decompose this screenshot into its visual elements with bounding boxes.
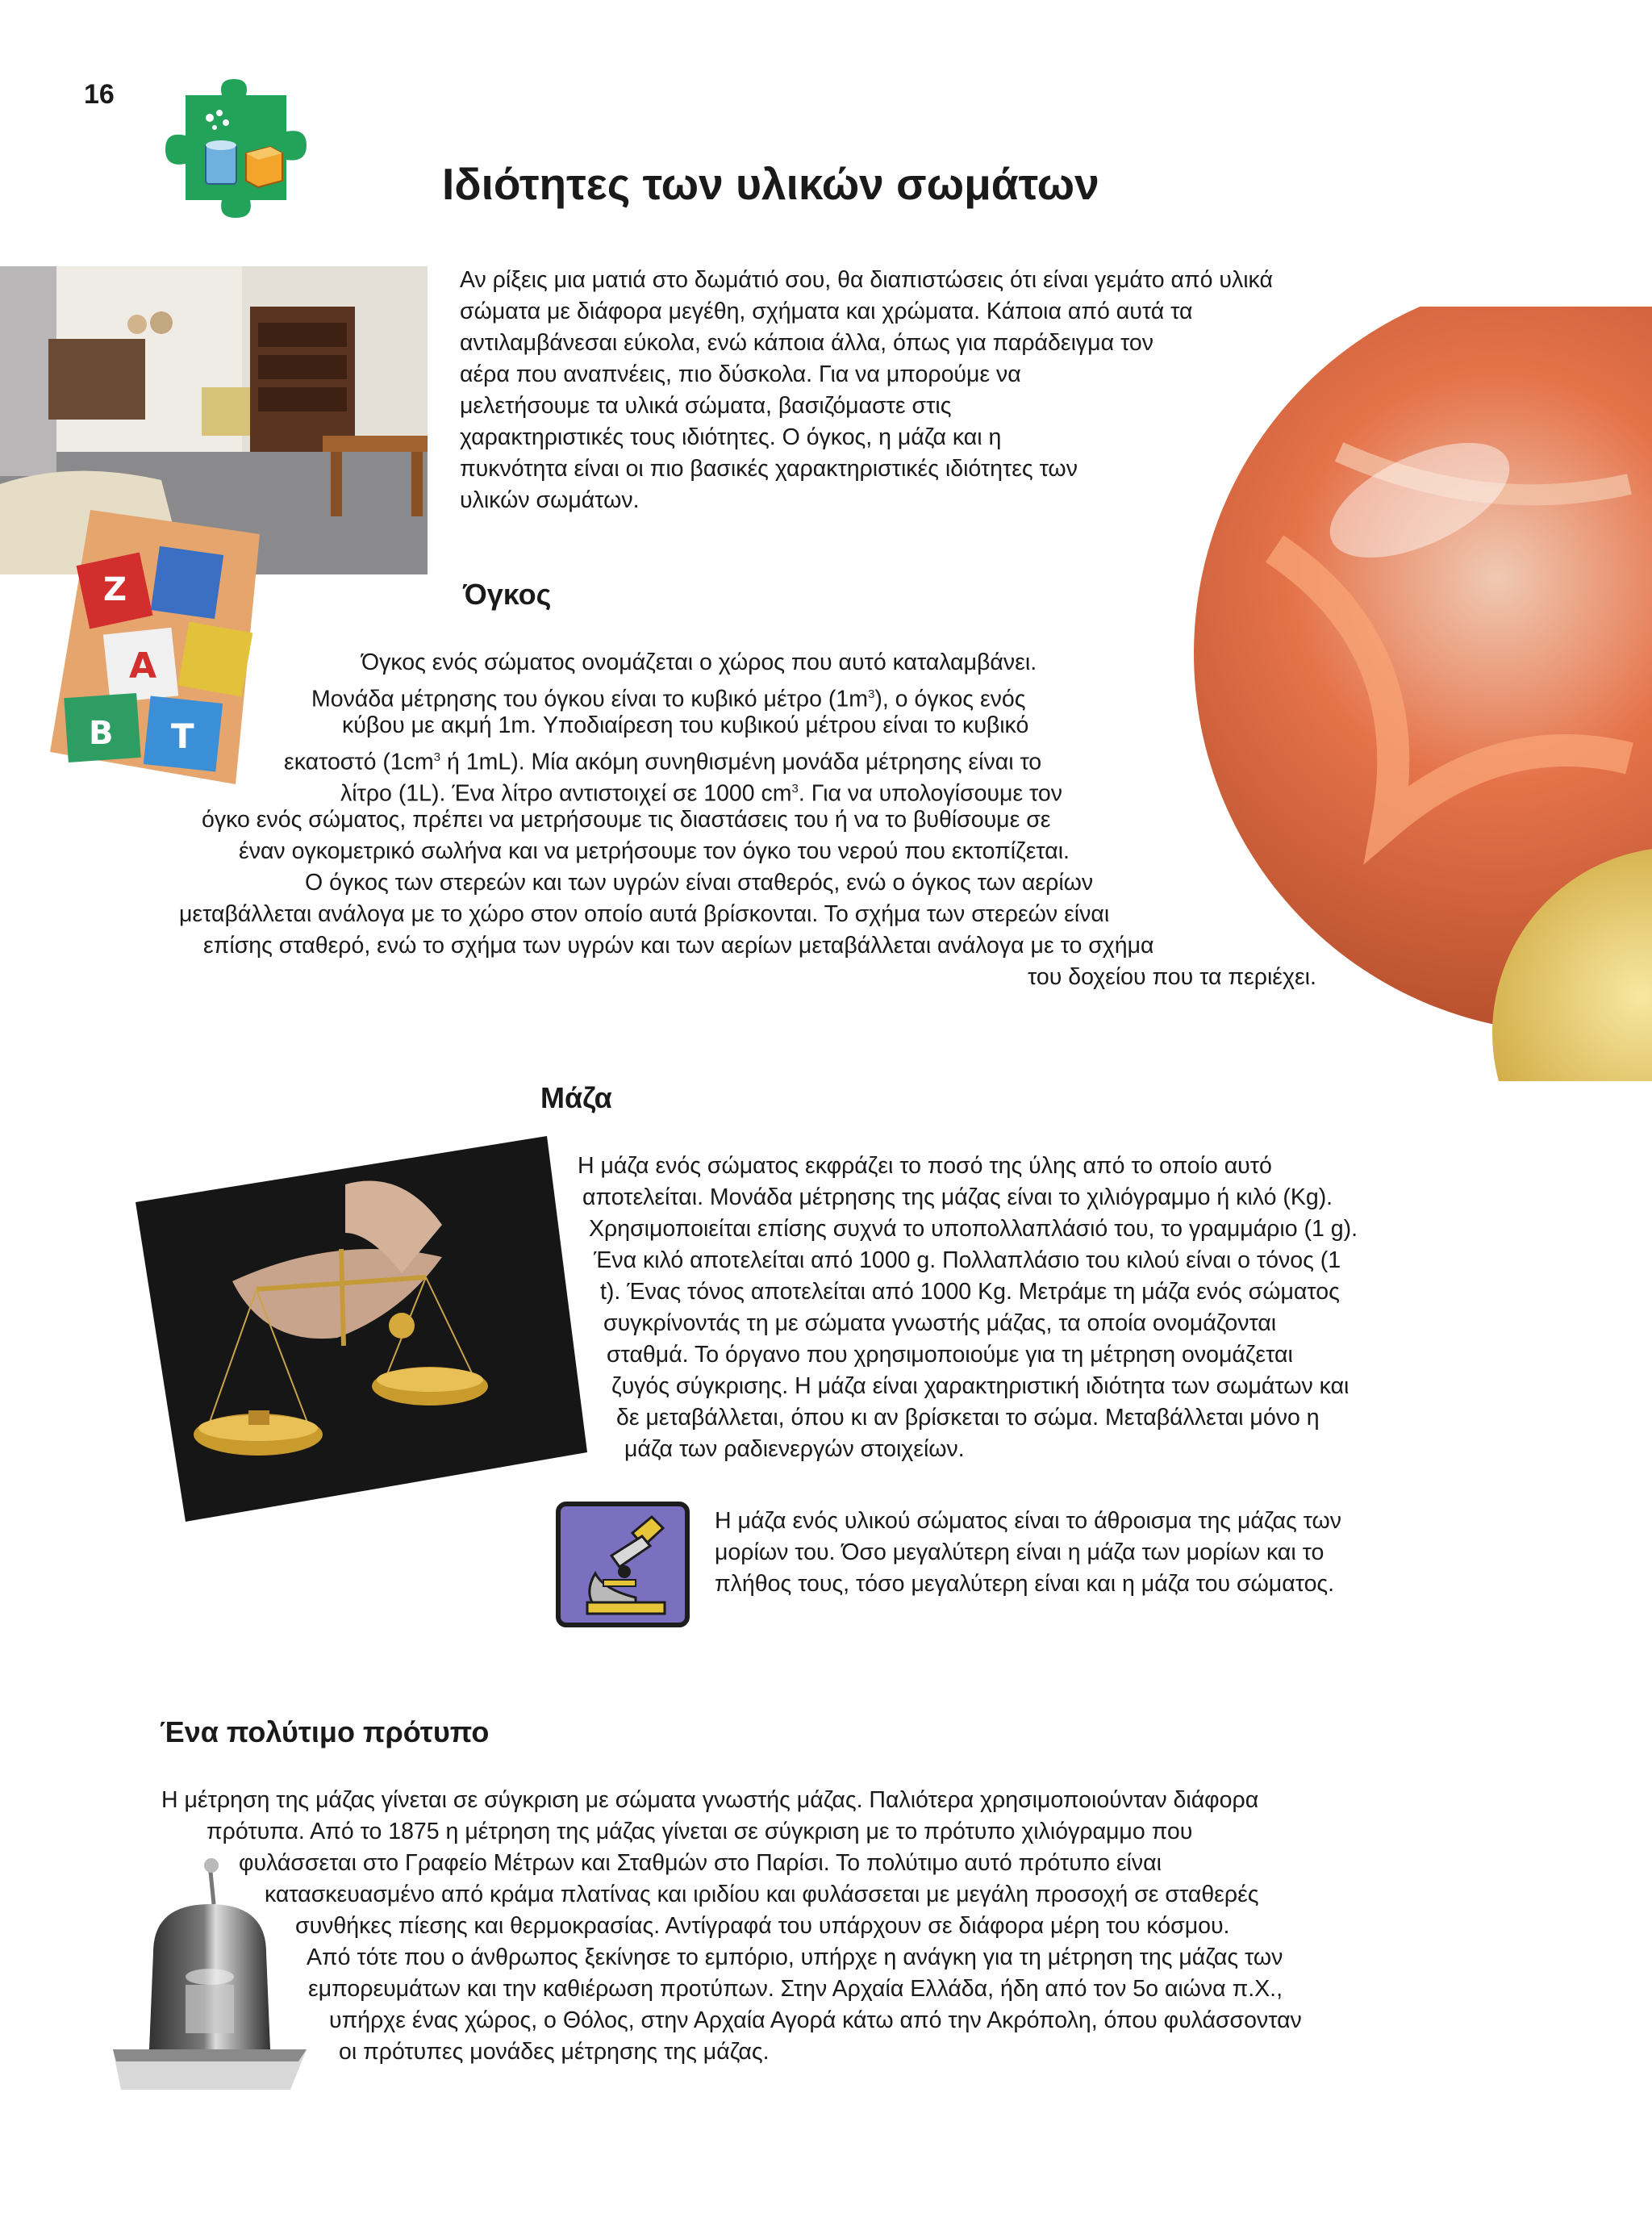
standard-heading: Ένα πολύτιμο πρότυπο [160,1715,490,1748]
volume-line: μεταβάλλεται ανάλογα με το χώρο στον οποίο αυτά βρίσκονται. Το σχήμα των στερεών είναι [179,901,1110,927]
block-letter-a: A [129,645,157,687]
block-letter-b: B [89,715,114,752]
intro-line: αντιλαμβάνεσαι εύκολα, ενώ κάποια άλλα, όπως για παράδειγμα τον [460,330,1153,356]
volume-line: του δοχείου που τα περιέχει. [1028,964,1316,990]
mass-line: συγκρίνοντάς τη με σώματα γνωστής μάζας, τα οποία ονομάζονται [603,1310,1277,1336]
standard-line: πρότυπα. Από το 1875 η μέτρηση της μάζας γίνεται σε σύγκριση με το πρότυπο χιλιόγραμμο που [206,1819,1193,1844]
standard-line: κατασκευασμένο από κράμα πλατίνας και ιριδίου και φυλάσσεται με μεγάλη προσοχή σε σταθερές [265,1882,1259,1907]
puzzle-logo [153,79,323,232]
volume-line: όγκο ενός σώματος, πρέπει να μετρήσουμε τις διαστάσεις του ή να το βυθίσουμε σε [202,807,1051,833]
intro-line: υλικών σωμάτων. [460,487,640,513]
block-letter-z: Z [103,571,127,608]
intro-line: αέρα που αναπνέεις, πιο δύσκολα. Για να μπορούμε να [460,361,1021,387]
microscope-icon [555,1501,690,1628]
volume-line: κύβου με ακμή 1m. Υποδιαίρεση του κυβικού μέτρου είναι το κυβικό [342,712,1029,738]
mass-line: μάζα των ραδιενεργών στοιχείων. [624,1436,965,1462]
mass-line: Η μάζα ενός σώματος εκφράζει το ποσό της ύλης από το οποίο αυτό [578,1153,1272,1179]
standard-line: συνθήκες πίεσης και θερμοκρασίας. Αντίγραφά του υπάρχουν σε διάφορα μέρη του κόσμου. [295,1913,1230,1939]
volume-line: επίσης σταθερό, ενώ το σχήμα των υγρών και των αερίων μεταβάλλεται ανάλογα με το σχήμα [203,933,1154,959]
intro-line: Αν ρίξεις μια ματιά στο δωμάτιό σου, θα διαπιστώσεις ότι είναι γεμάτο από υλικά [460,267,1273,293]
mass-line: t). Ένας τόνος αποτελείται από 1000 Kg. Μετράμε τη μάζα ενός σώματος [600,1279,1340,1305]
mass-note-line: Η μάζα ενός υλικού σώματος είναι το άθροισμα της μάζας των [715,1508,1342,1534]
prototype-kilogram-photo [105,1856,307,2090]
volume-line: Όγκος ενός σώματος ονομάζεται ο χώρος που αυτό καταλαμβάνει. [361,650,1037,675]
standard-line: φυλάσσεται στο Γραφείο Μέτρων και Σταθμών στο Παρίσι. Το πολύτιμο αυτό πρότυπο είναι [239,1850,1162,1876]
toy-blocks-photo [50,510,260,784]
mass-line: ζυγός σύγκρισης. Η μάζα είναι χαρακτηριστική ιδιότητα των σωμάτων και [611,1373,1350,1399]
standard-line: υπήρχε ένας χώρος, ο Θόλος, στην Αρχαία Αγορά κάτω από την Ακρόπολη, όπου φυλάσσονταν [329,2007,1302,2033]
mass-line: αποτελείται. Μονάδα μέτρησης της μάζας είναι το χιλιόγραμμο ή κιλό (Kg). [582,1184,1333,1210]
mass-line: σταθμά. Το όργανο που χρησιμοποιούμε για τη μέτρηση ονομάζεται [607,1342,1293,1368]
volume-line: εκατοστό ($1cm^3$ ή 1mL). Μία ακόμη συνηθισμένη μονάδα μέτρησης είναι το [284,749,1042,775]
page-title: Ιδιότητες των υλικών σωμάτων [442,159,1099,209]
mass-line: δε μεταβάλλεται, όπου κι αν βρίσκεται το σώμα. Μεταβάλλεται μόνο η [616,1405,1320,1431]
intro-line: σώματα με διάφορα μεγέθη, σχήματα και χρώματα. Κάποια από αυτά τα [460,299,1193,324]
standard-line: Από τότε που ο άνθρωπος ξεκίνησε το εμπόριο, υπήρχε η ανάγκη για τη μέτρηση της μάζας των [307,1944,1283,1970]
standard-line: εμπορευμάτων και την καθιέρωση προτύπων. Στην Αρχαία Ελλάδα, ήδη από τον 5ο αιώνα π.Χ., [308,1976,1283,2002]
intro-line: μελετήσουμε τα υλικά σώματα, βασιζόμαστε στις [460,393,952,419]
volume-line: λίτρο (1L). Ένα λίτρο αντιστοιχεί σε 1000 $cm^3$. Για να υπολογίσουμε τον [340,780,1063,807]
balance-scale-photo [136,1136,587,1523]
volume-line: έναν ογκομετρικό σωλήνα και να μετρήσουμε τον όγκο του νερού που εκτοπίζεται. [239,838,1070,864]
mass-note-line: πλήθος τους, τόσο μεγαλύτερη είναι και η μάζα του σώματος. [715,1571,1335,1597]
volume-heading: Όγκος [463,578,552,611]
page-number: 16 [84,79,115,110]
intro-line: χαρακτηριστικές τους ιδιότητες. Ο όγκος, η μάζα και η [460,424,1002,450]
intro-line: πυκνότητα είναι οι πιο βασικές χαρακτηριστικές ιδιότητες των [460,456,1078,482]
block-letter-t: T [171,716,194,756]
mass-heading: Μάζα [540,1081,612,1114]
mass-line: Χρησιμοποιείται επίσης συχνά το υποπολλαπλάσιό του, το γραμμάριο (1 g). [589,1216,1358,1242]
mass-note-line: μορίων του. Όσο μεγαλύτερη είναι η μάζα των μορίων και το [715,1539,1325,1565]
volume-line: Μονάδα μέτρησης του όγκου είναι το κυβικό μέτρο $(1m^3)$, ο όγκος ενός [311,686,1026,712]
mass-line: Ένα κιλό αποτελείται από 1000 g. Πολλαπλάσιο του κιλού είναι ο τόνος (1 [594,1247,1341,1273]
volume-line: Ο όγκος των στερεών και των υγρών είναι σταθερός, ενώ ο όγκος των αερίων [305,870,1094,896]
standard-line: Η μέτρηση της μάζας γίνεται σε σύγκριση με σώματα γνωστής μάζας. Παλιότερα χρησιμοποιούνταν διάφορα [161,1787,1259,1813]
standard-line: οι πρότυπες μονάδες μέτρησης της μάζας. [339,2039,770,2065]
